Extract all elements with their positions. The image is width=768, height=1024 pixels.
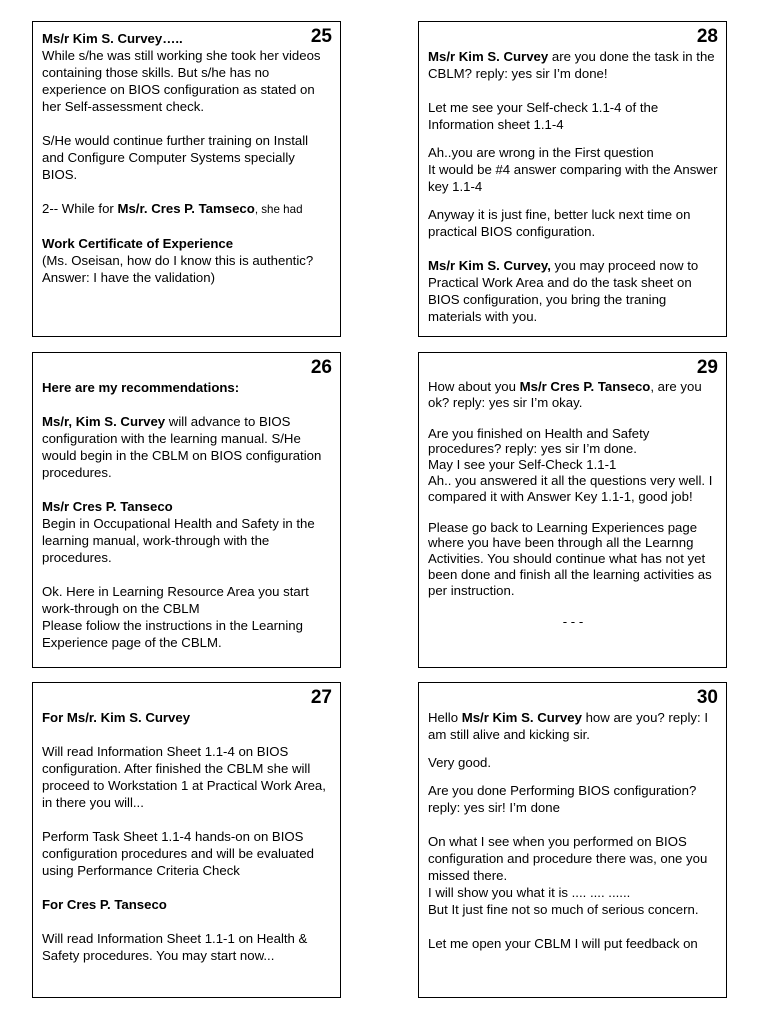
card-number: 29: [696, 357, 718, 378]
paragraph: Hello Ms/r Kim S. Curvey how are you? reply: I am still alive and kicking sir.: [428, 710, 709, 742]
student-name: Ms/r Kim S. Curvey: [461, 710, 582, 725]
paragraph: Are you finished on Health and Safety procedures? reply: yes sir I’m done. May I see your Self-Check 1.1-1 Ah.. you answered it all the questions very well. I compared it with Answer Key 1.1-1, good job!: [428, 425, 713, 504]
card-number: 30: [696, 687, 718, 708]
paragraph: Ms/r Cres P. Tanseco Begin in Occupational Health and Safety in the learning manual, work-through with the procedures.: [42, 499, 315, 565]
card-28: [418, 21, 727, 337]
paragraph: Ms/r Kim S. Curvey are you done the task in the CBLM? reply: yes sir I’m done!: [428, 49, 715, 81]
paragraph: Perform Task Sheet 1.1-4 hands-on on BIOS configuration procedures and will be evaluated using Performance Criteria Check: [42, 829, 314, 878]
paragraph: Please foliow the instructions in the Learning Experience page of the CBLM.: [42, 618, 303, 650]
paragraph: Will read Information Sheet 1.1-1 on Health & Safety procedures. You may start now...: [42, 931, 308, 963]
paragraph: Will read Information Sheet 1.1-4 on BIOS configuration. After finished the CBLM she will proceed to Workstation 1 at Practical Work Area, in there you will...: [42, 744, 326, 810]
card-number: 27: [310, 687, 332, 708]
student-name: Ms/r, Kim S. Curvey: [42, 414, 166, 429]
student-name: Ms/r. Cres P. Tamseco: [117, 201, 255, 216]
student-name: Ms/r Cres P. Tanseco: [519, 379, 651, 394]
card-26: [32, 352, 341, 668]
paragraph: Ms/r Kim S. Curvey….. While s/he was still working she took her videos containing those skills. But s/he has no experience on BIOS configuration as stated on her Self-assessment check.: [42, 31, 321, 114]
student-name: Ms/r Kim S. Curvey: [428, 49, 549, 64]
card-27: [32, 682, 341, 998]
paragraph: Please go back to Learning Experiences page where you have been through all the Learnng Activities. You should continue what has not yet been done and finish all the learning activities as per instruction.: [428, 519, 712, 598]
paragraph: Ok. Here in Learning Resource Area you start work-through on the CBLM: [42, 584, 309, 616]
student-name: Ms/r Kim S. Curvey,: [428, 258, 551, 273]
paragraph: 2-- While for Ms/r. Cres P. Tamseco, she had: [42, 201, 303, 216]
card-29: [418, 352, 727, 668]
paragraph: On what I see when you performed on BIOS configuration and procedure there was, one you missed there. I will show you what it is .... .... ...... But It just fine not so much of serious concern.: [428, 834, 708, 917]
paragraph: Ah..you are wrong in the First question It would be #4 answer comparing with the Answer key 1.1-4: [428, 145, 718, 194]
student-name: Ms/r Cres P. Tanseco: [42, 499, 173, 514]
card-30: [418, 682, 727, 998]
paragraph: How about you Ms/r Cres P. Tanseco, are you ok? reply: yes sir I’m okay.: [428, 379, 702, 410]
paragraph: Work Certificate of Experience (Ms. Oseisan, how do I know this is authentic? Answer: I have the validation): [42, 236, 314, 285]
section-title: For Ms/r. Kim S. Curvey: [42, 710, 191, 725]
card-number: 25: [310, 26, 332, 47]
paragraph: Very good.: [428, 755, 492, 770]
paragraph: Ms/r, Kim S. Curvey will advance to BIOS configuration with the learning manual. S/He would begin in the CBLM on BIOS configuration procedures.: [42, 414, 322, 480]
divider-dashes: - - -: [562, 613, 584, 629]
paragraph: S/He would continue further training on Install and Configure Computer Systems specially BIOS.: [42, 133, 309, 182]
heading: Here are my recommendations:: [42, 380, 240, 395]
card-number: 28: [696, 26, 718, 47]
paragraph: Let me open your CBLM I will put feedback on: [428, 936, 698, 951]
paragraph: Let me see your Self-check 1.1-4 of the Information sheet 1.1-4: [428, 100, 659, 132]
paragraph: Ms/r Kim S. Curvey, you may proceed now to Practical Work Area and do the task sheet on BIOS configuration, you bring the traning materials with you.: [428, 258, 699, 324]
paragraph: Anyway it is just fine, better luck next time on practical BIOS configuration.: [428, 207, 691, 239]
card-number: 26: [310, 357, 332, 378]
section-title: Work Certificate of Experience: [42, 236, 234, 251]
paragraph: Are you done Performing BIOS configuration? reply: yes sir! I’m done: [428, 783, 697, 815]
card-25: [32, 21, 341, 337]
section-title: For Cres P. Tanseco: [42, 897, 167, 912]
student-name: Ms/r Kim S. Curvey…..: [42, 31, 183, 46]
